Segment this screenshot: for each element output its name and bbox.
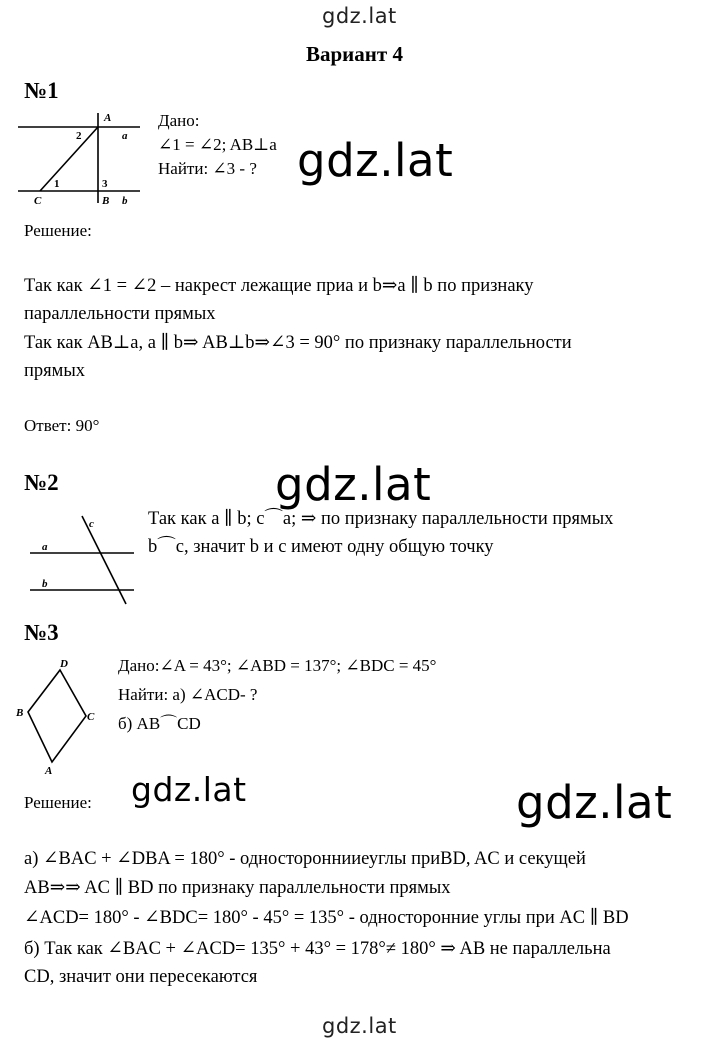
label-a: a bbox=[122, 130, 128, 142]
label-C: C bbox=[87, 711, 95, 723]
p1-solution-label: Решение: bbox=[24, 221, 92, 240]
problem-3-number: №3 bbox=[24, 620, 59, 645]
p1-given-label: Дано: bbox=[158, 111, 200, 130]
label-B: B bbox=[102, 195, 110, 207]
p3-line-4: б) Так как ∠BAC + ∠ACD= 135° + 43° = 178°≠ 180° ⇒ AB не параллельна bbox=[24, 939, 611, 959]
label-B: B bbox=[16, 707, 24, 719]
watermark-p3a: gdz.lat bbox=[131, 770, 247, 809]
p3-find: Найти: а) ∠ACD- ? bbox=[118, 685, 258, 704]
p3-line-1: а) ∠BAC + ∠DBA = 180° - одностороннииеуглы приBD, AC и секущей bbox=[24, 849, 586, 869]
p3-find-b: б) AB⌒CD bbox=[118, 714, 201, 733]
watermark-p1: gdz.lat bbox=[297, 134, 454, 187]
label-b: b bbox=[122, 195, 128, 207]
label-C: C bbox=[34, 195, 42, 207]
watermark-p2: gdz.lat bbox=[275, 458, 432, 511]
watermark-bottom: gdz.lat bbox=[322, 1014, 397, 1038]
p2-line-2: b⌒c, значит b и c имеют одну общую точку bbox=[148, 537, 494, 557]
problem-1-figure bbox=[16, 108, 144, 208]
p2-line-1: Так как a ∥ b; c⌒a; ⇒ по признаку параллельности прямых bbox=[148, 509, 614, 529]
problem-1-number: №1 bbox=[24, 78, 59, 103]
label-A: A bbox=[45, 765, 53, 777]
problem-2-figure bbox=[26, 508, 140, 608]
p1-line-3: Так как AB⊥a, a ∥ b⇒ AB⊥b⇒∠3 = 90° по признаку параллельности bbox=[24, 333, 572, 353]
p3-solution-label: Решение: bbox=[24, 793, 92, 812]
label-angle-2: 2 bbox=[76, 130, 82, 142]
p1-given: ∠1 = ∠2; AB⊥a bbox=[158, 135, 277, 154]
quadrilateral-abcd bbox=[28, 670, 86, 762]
label-c: c bbox=[89, 518, 94, 530]
transversal bbox=[40, 127, 98, 191]
label-D: D bbox=[60, 658, 68, 670]
label-A: A bbox=[104, 112, 112, 124]
label-a: a bbox=[42, 541, 48, 553]
p1-find: Найти: ∠3 - ? bbox=[158, 159, 257, 178]
p3-line-5: CD, значит они пересекаются bbox=[24, 967, 258, 987]
problem-3-figure bbox=[14, 654, 106, 778]
watermark-p3b: gdz.lat bbox=[516, 776, 673, 829]
p1-line-2: параллельности прямых bbox=[24, 304, 216, 324]
label-angle-3: 3 bbox=[102, 178, 108, 190]
watermark-top: gdz.lat bbox=[322, 4, 397, 28]
label-angle-1: 1 bbox=[54, 178, 60, 190]
problem-2-number: №2 bbox=[24, 470, 59, 495]
p3-line-2: AB⇒⇒ AC ∥ BD по признаку параллельности прямых bbox=[24, 878, 451, 898]
page-title: Вариант 4 bbox=[306, 42, 403, 66]
p3-line-3: ∠ACD= 180° - ∠BDC= 180° - 45° = 135° - односторонние углы при AC ∥ BD bbox=[24, 908, 629, 928]
p1-line-4: прямых bbox=[24, 361, 86, 381]
p1-line-1: Так как ∠1 = ∠2 – накрест лежащие приа и b⇒a ∥ b по признаку bbox=[24, 276, 534, 296]
p1-answer: Ответ: 90° bbox=[24, 416, 100, 435]
label-b: b bbox=[42, 578, 48, 590]
p3-given: Дано:∠A = 43°; ∠ABD = 137°; ∠BDC = 45° bbox=[118, 656, 437, 675]
